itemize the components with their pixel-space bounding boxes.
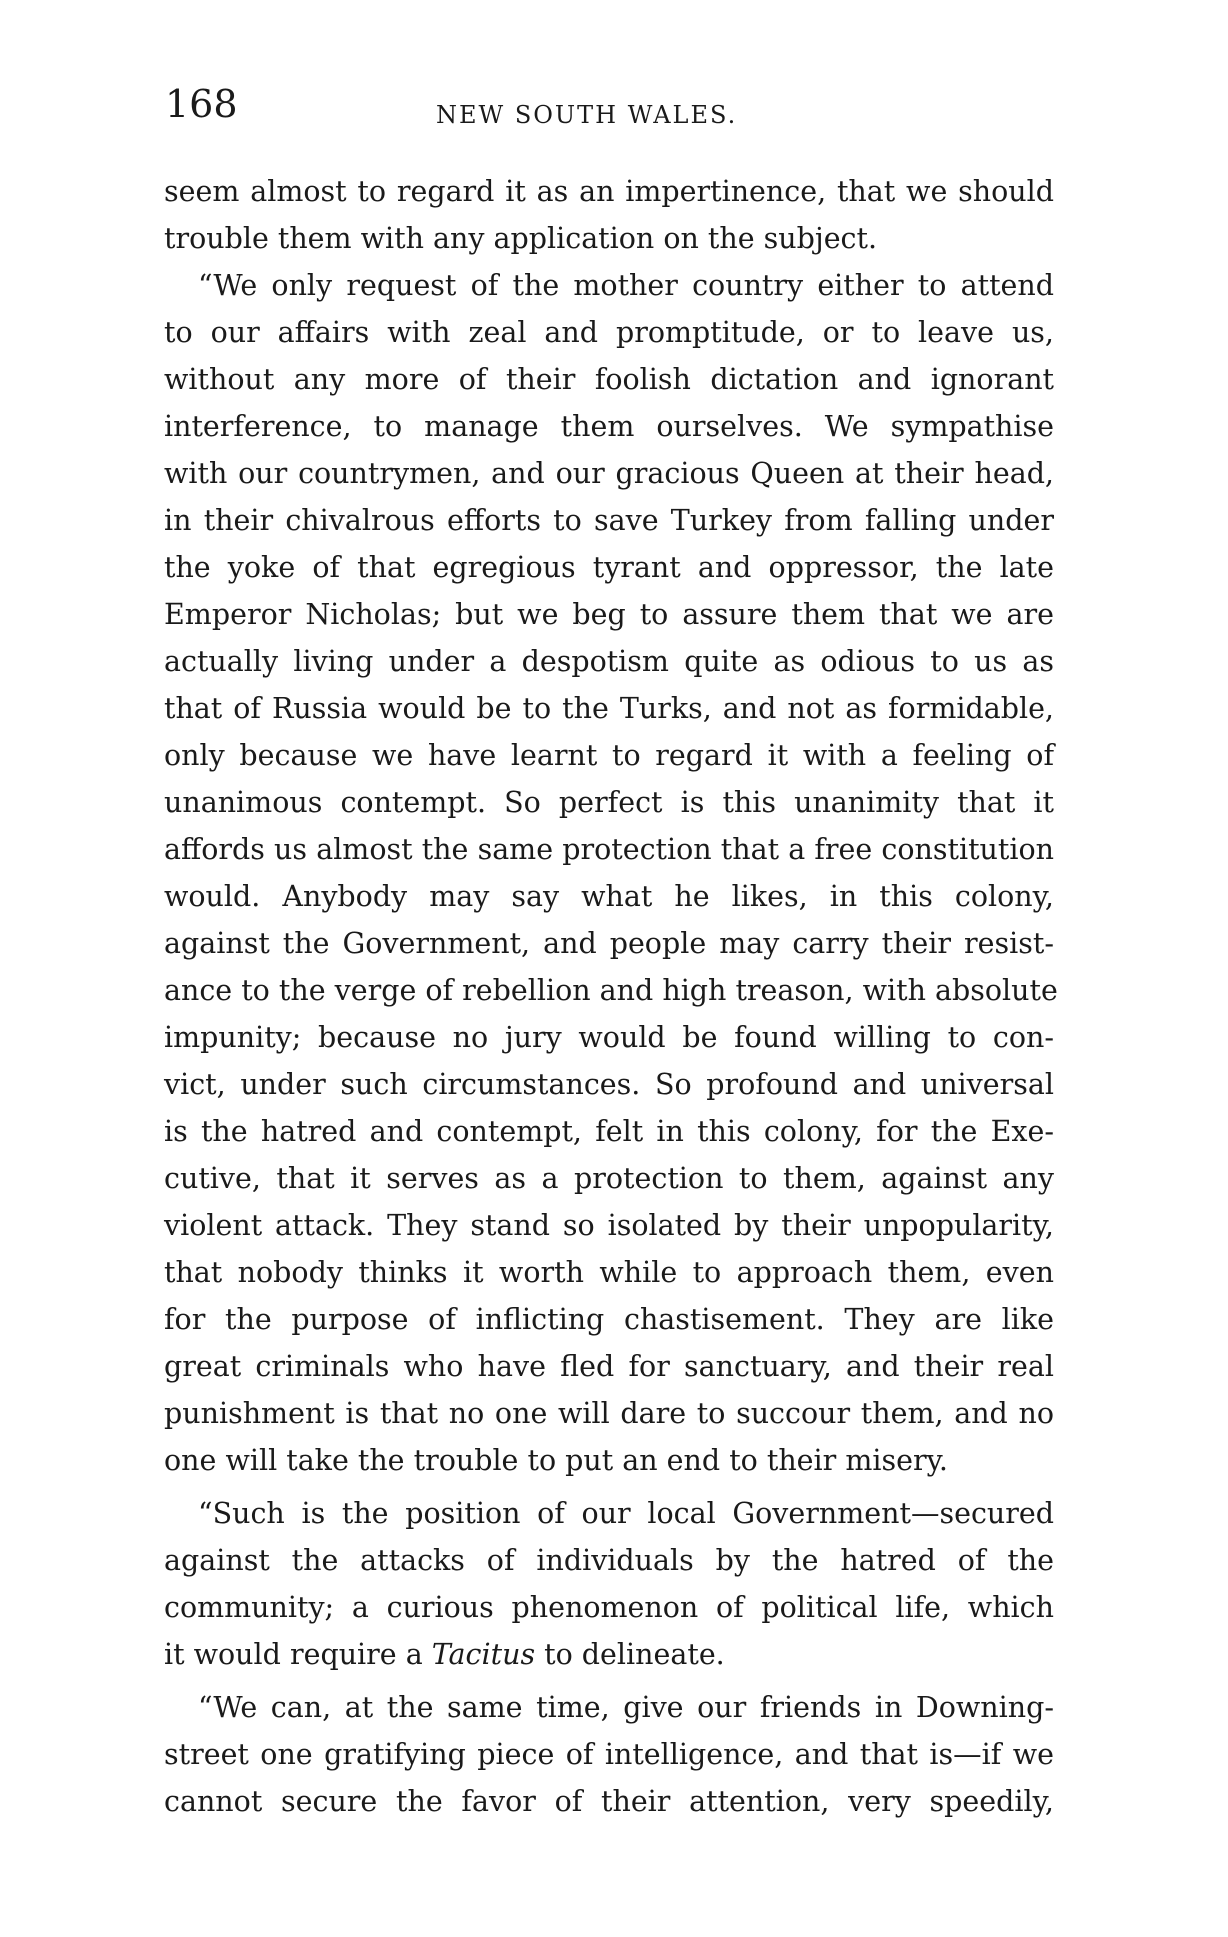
text-run: to delineate. <box>535 1638 725 1671</box>
running-title: NEW SOUTH WALES. <box>436 101 738 129</box>
text-line: trouble them with any application on the subject. <box>164 222 878 255</box>
text-line: ance to the verge of rebellion and high treason, with absolute <box>164 974 1058 1007</box>
paragraph <box>164 1684 1054 1825</box>
text-line: unanimous contempt. So perfect is this unanimity that it <box>164 786 1054 819</box>
text-line: is the hatred and contempt, felt in this colony, for the Exe- <box>164 1115 1054 1148</box>
text-run: it would require a <box>164 1638 432 1671</box>
paragraph <box>164 262 1058 1484</box>
text-line: interference, to manage them ourselves. We sympathise <box>164 410 1054 443</box>
text-line: vict, under such circumstances. So profound and universal <box>164 1068 1054 1101</box>
text-line: only because we have learnt to regard it with a feeling of <box>164 739 1054 772</box>
page-number: 168 <box>165 82 238 126</box>
paragraph <box>164 1490 1054 1678</box>
text-line: against the attacks of individuals by the hatred of the <box>164 1544 1054 1577</box>
text-line: to our affairs with zeal and promptitude, or to leave us, <box>164 316 1054 349</box>
text-line: with our countrymen, and our gracious Queen at their head, <box>164 457 1054 490</box>
text-line: in their chivalrous efforts to save Turkey from falling under <box>164 504 1054 537</box>
text-line <box>164 1631 1054 1678</box>
text-line: that nobody thinks it worth while to approach them, even <box>164 1256 1054 1289</box>
text-line: street one gratifying piece of intelligence, and that is—if we <box>164 1738 1054 1771</box>
paragraph <box>164 168 1054 262</box>
text-line: “We only request of the mother country either to attend <box>198 269 1054 302</box>
text-line: would. Anybody may say what he likes, in this colony, <box>164 880 1054 913</box>
text-line: great criminals who have fled for sanctuary, and their real <box>164 1350 1054 1383</box>
text-line: against the Government, and people may carry their resist- <box>164 927 1054 960</box>
text-line: seem almost to regard it as an impertinence, that we should <box>164 175 1054 208</box>
text-line: for the purpose of inflicting chastisement. They are like <box>164 1303 1054 1336</box>
text-line: impunity; because no jury would be found willing to con- <box>164 1021 1054 1054</box>
text-line: cannot secure the favor of their attention, very speedily, <box>164 1785 1054 1818</box>
text-line: “We can, at the same time, give our friends in Downing- <box>198 1691 1054 1724</box>
text-line: Emperor Nicholas; but we beg to assure them that we are <box>164 598 1054 631</box>
text-line: community; a curious phenomenon of political life, which <box>164 1591 1054 1624</box>
text-line: one will take the trouble to put an end to their misery. <box>164 1444 948 1477</box>
text-line: “Such is the position of our local Government—secured <box>198 1497 1054 1530</box>
text-line: without any more of their foolish dictation and ignorant <box>164 363 1054 396</box>
text-line: punishment is that no one will dare to succour them, and no <box>164 1397 1054 1430</box>
text-line: that of Russia would be to the Turks, and not as formidable, <box>164 692 1054 725</box>
text-line: violent attack. They stand so isolated by their unpopularity, <box>164 1209 1054 1242</box>
text-line: affords us almost the same protection that a free constitution <box>164 833 1054 866</box>
text-line: cutive, that it serves as a protection to them, against any <box>164 1162 1054 1195</box>
body-text <box>164 168 1058 1825</box>
text-line: the yoke of that egregious tyrant and oppressor, the late <box>164 551 1054 584</box>
italic-text: Tacitus <box>431 1638 536 1671</box>
text-line: actually living under a despotism quite as odious to us as <box>164 645 1054 678</box>
